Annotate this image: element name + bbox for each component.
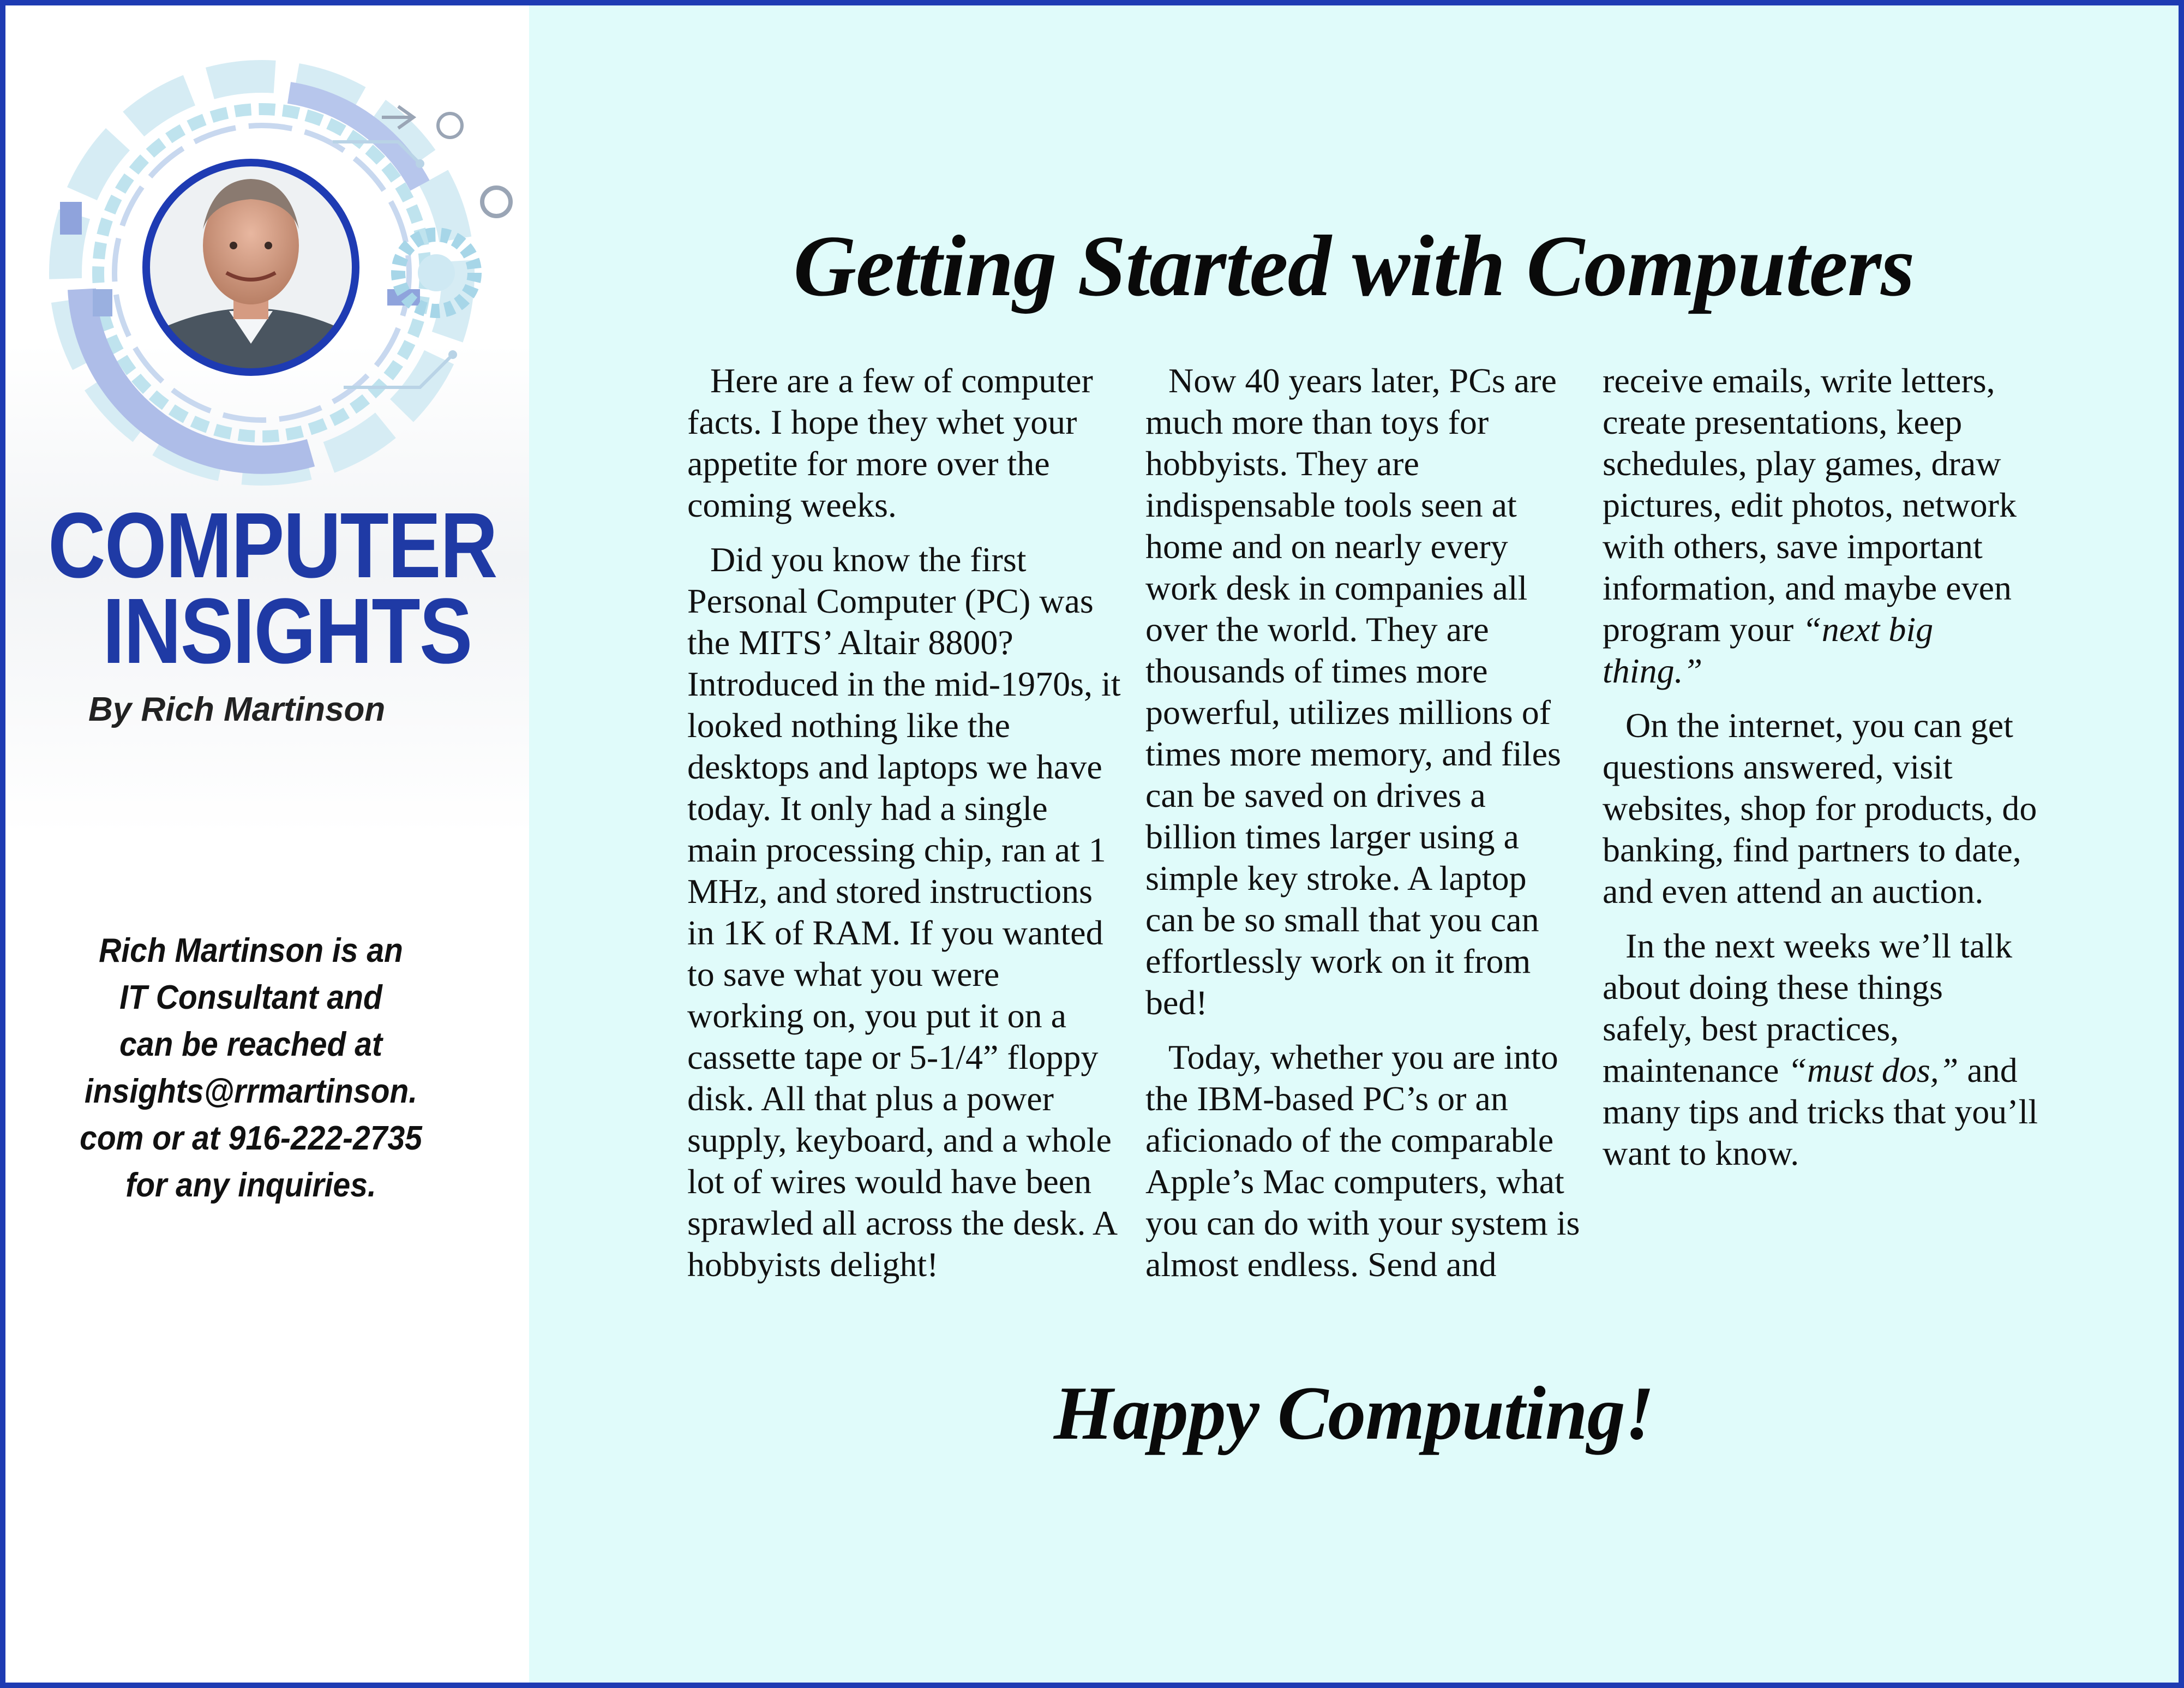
paragraph: Here are a few of computer facts. I hope they whet your appetite for more over the coming weeks. (687, 361, 1093, 524)
paragraph: Today, whether you are into the IBM-based PC’s or an aficionado of the comparable Apple’s Mac computers, what you can do with your system is almost endless. Send and (1145, 1038, 1580, 1284)
paragraph: Now 40 years later, PCs are much more than toys for hobbyists. They are indispensable tools seen at home and on nearly every work desk in companies all over the world. They are thousands of times more powerful, utilizes millions of times more memory, and files can be saved on drives a billion times larger using a simple key stroke. A laptop can be so small that you can effortlessly work on it from bed! (1145, 361, 1561, 1022)
paragraph (1603, 925, 2039, 1174)
bio-line: com or at 916-222-2735 (80, 1120, 422, 1157)
byline: By Rich Martinson (88, 691, 386, 728)
article-column-1 (687, 360, 1124, 1298)
article-column-3 (1603, 360, 2039, 1187)
bio-line: Rich Martinson is an (99, 932, 403, 969)
bio-line: insights@rrmartinson. (84, 1073, 418, 1110)
paragraph-text: In the next weeks we’ll talk about doing these things safely, best practices, maintenance (1603, 926, 2013, 1090)
article-title: Getting Started with Computers (793, 217, 1915, 314)
brand-title-line1: COMPUTER (48, 494, 497, 597)
emphasis-text: “next big thing.” (1603, 610, 1934, 690)
article-panel (529, 5, 2179, 1683)
circuit-gear-illustration (5, 5, 529, 496)
sidebar (5, 5, 529, 1683)
emphasis-text: “must dos,” (1787, 1051, 1959, 1090)
bio-line: for any inquiries. (125, 1166, 376, 1204)
closing-line: Happy Computing! (1053, 1371, 1654, 1456)
paragraph: Did you know the first Personal Computer (PC) was the MITS’ Altair 8800? Introduced in the mid-1970s, it looked nothing like the desktops and laptops we have today. It only had a single main processing chip, ran at 1 MHz, and stored instructions in 1K of RAM. If you wanted to save what you were working on, you put it on a cassette tape or 5-1/4” floppy disk. All that plus a power supply, keyboard, and a whole lot of wires would have been sprawled all across the desk. A hobbyists delight! (687, 540, 1121, 1284)
article-column-2 (1145, 360, 1582, 1298)
paragraph-text: and many tips and tricks that you’ll want to know. (1603, 1051, 2038, 1172)
bio-line: can be reached at (119, 1026, 382, 1063)
brand-title-line2: INSIGHTS (103, 579, 472, 683)
bio-line: IT Consultant and (119, 979, 382, 1016)
paragraph (1603, 360, 2039, 692)
paragraph-text: receive emails, write letters, create presentations, keep schedules, play games, draw pictures, edit photos, network with others, save important information, and maybe even program your (1603, 361, 2017, 649)
author-bio (55, 927, 447, 1209)
paragraph: On the internet, you can get questions answered, visit websites, shop for products, do banking, find partners to date, and even attend an auction. (1603, 706, 2037, 911)
